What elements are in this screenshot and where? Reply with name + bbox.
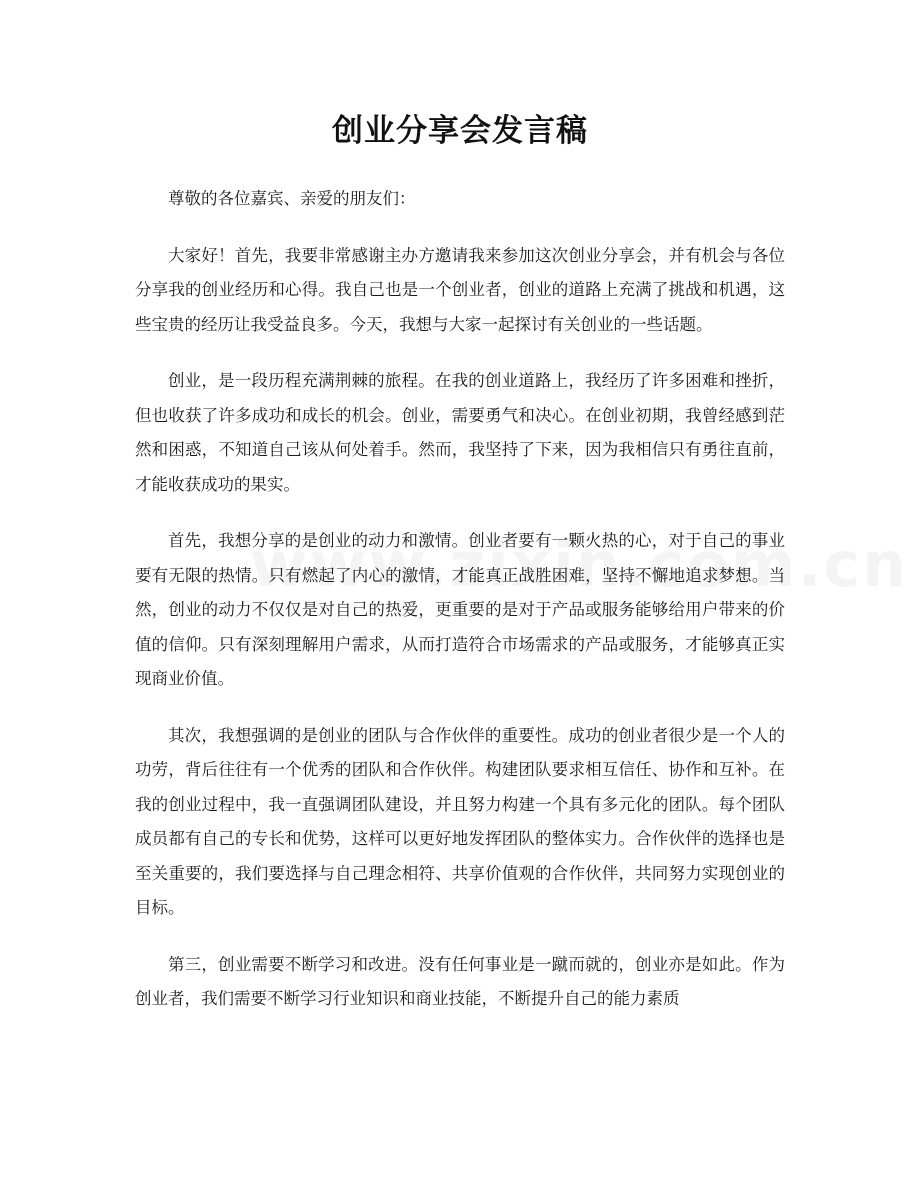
body-paragraph: 创业，是一段历程充满荆棘的旅程。在我的创业道路上，我经历了许多困难和挫折，但也收获了许多成功和成长的机会。创业，需要勇气和决心。在创业初期，我曾经感到茫然和困惑，不知道自己该从何处着手。然而，我坚持了下来，因为我相信只有勇往直前，才能收获成功的果实。	[135, 371, 785, 494]
salutation-paragraph: 尊敬的各位嘉宾、亲爱的朋友们：	[168, 189, 416, 208]
document-body	[135, 182, 785, 1039]
document-title: 创业分享会发言稿	[332, 113, 588, 149]
body-paragraph: 大家好！首先，我要非常感谢主办方邀请我来参加这次创业分享会，并有机会与各位分享我的创业经历和心得。我自己也是一个创业者，创业的道路上充满了挑战和机遇，这些宝贵的经历让我受益良多。今天，我想与大家一起探讨有关创业的一些话题。	[135, 245, 785, 334]
body-paragraph: 第三，创业需要不断学习和改进。没有任何事业是一蹴而就的，创业亦是如此。作为创业者，我们需要不断学习行业知识和商业技能，不断提升自己的能力素质	[135, 954, 785, 1008]
body-paragraph: 首先，我想分享的是创业的动力和激情。创业者要有一颗火热的心，对于自己的事业要有无限的热情。只有燃起了内心的激情，才能真正战胜困难，坚持不懈地追求梦想。当然，创业的动力不仅仅是对自己的热爱，更重要的是对于产品或服务能够给用户带来的价值的信仰。只有深刻理解用户需求，从而打造符合市场需求的产品或服务，才能够真正实现商业价值。	[135, 531, 785, 688]
body-paragraph: 其次，我想强调的是创业的团队与合作伙伴的重要性。成功的创业者很少是一个人的功劳，背后往往有一个优秀的团队和合作伙伴。构建团队要求相互信任、协作和互补。在我的创业过程中，我一直强调团队建设，并且努力构建一个具有多元化的团队。每个团队成员都有自己的专长和优势，这样可以更好地发挥团队的整体实力。合作伙伴的选择也是至关重要的，我们要选择与自己理念相符、共享价值观的合作伙伴，共同努力实现创业的目标。	[135, 725, 785, 917]
